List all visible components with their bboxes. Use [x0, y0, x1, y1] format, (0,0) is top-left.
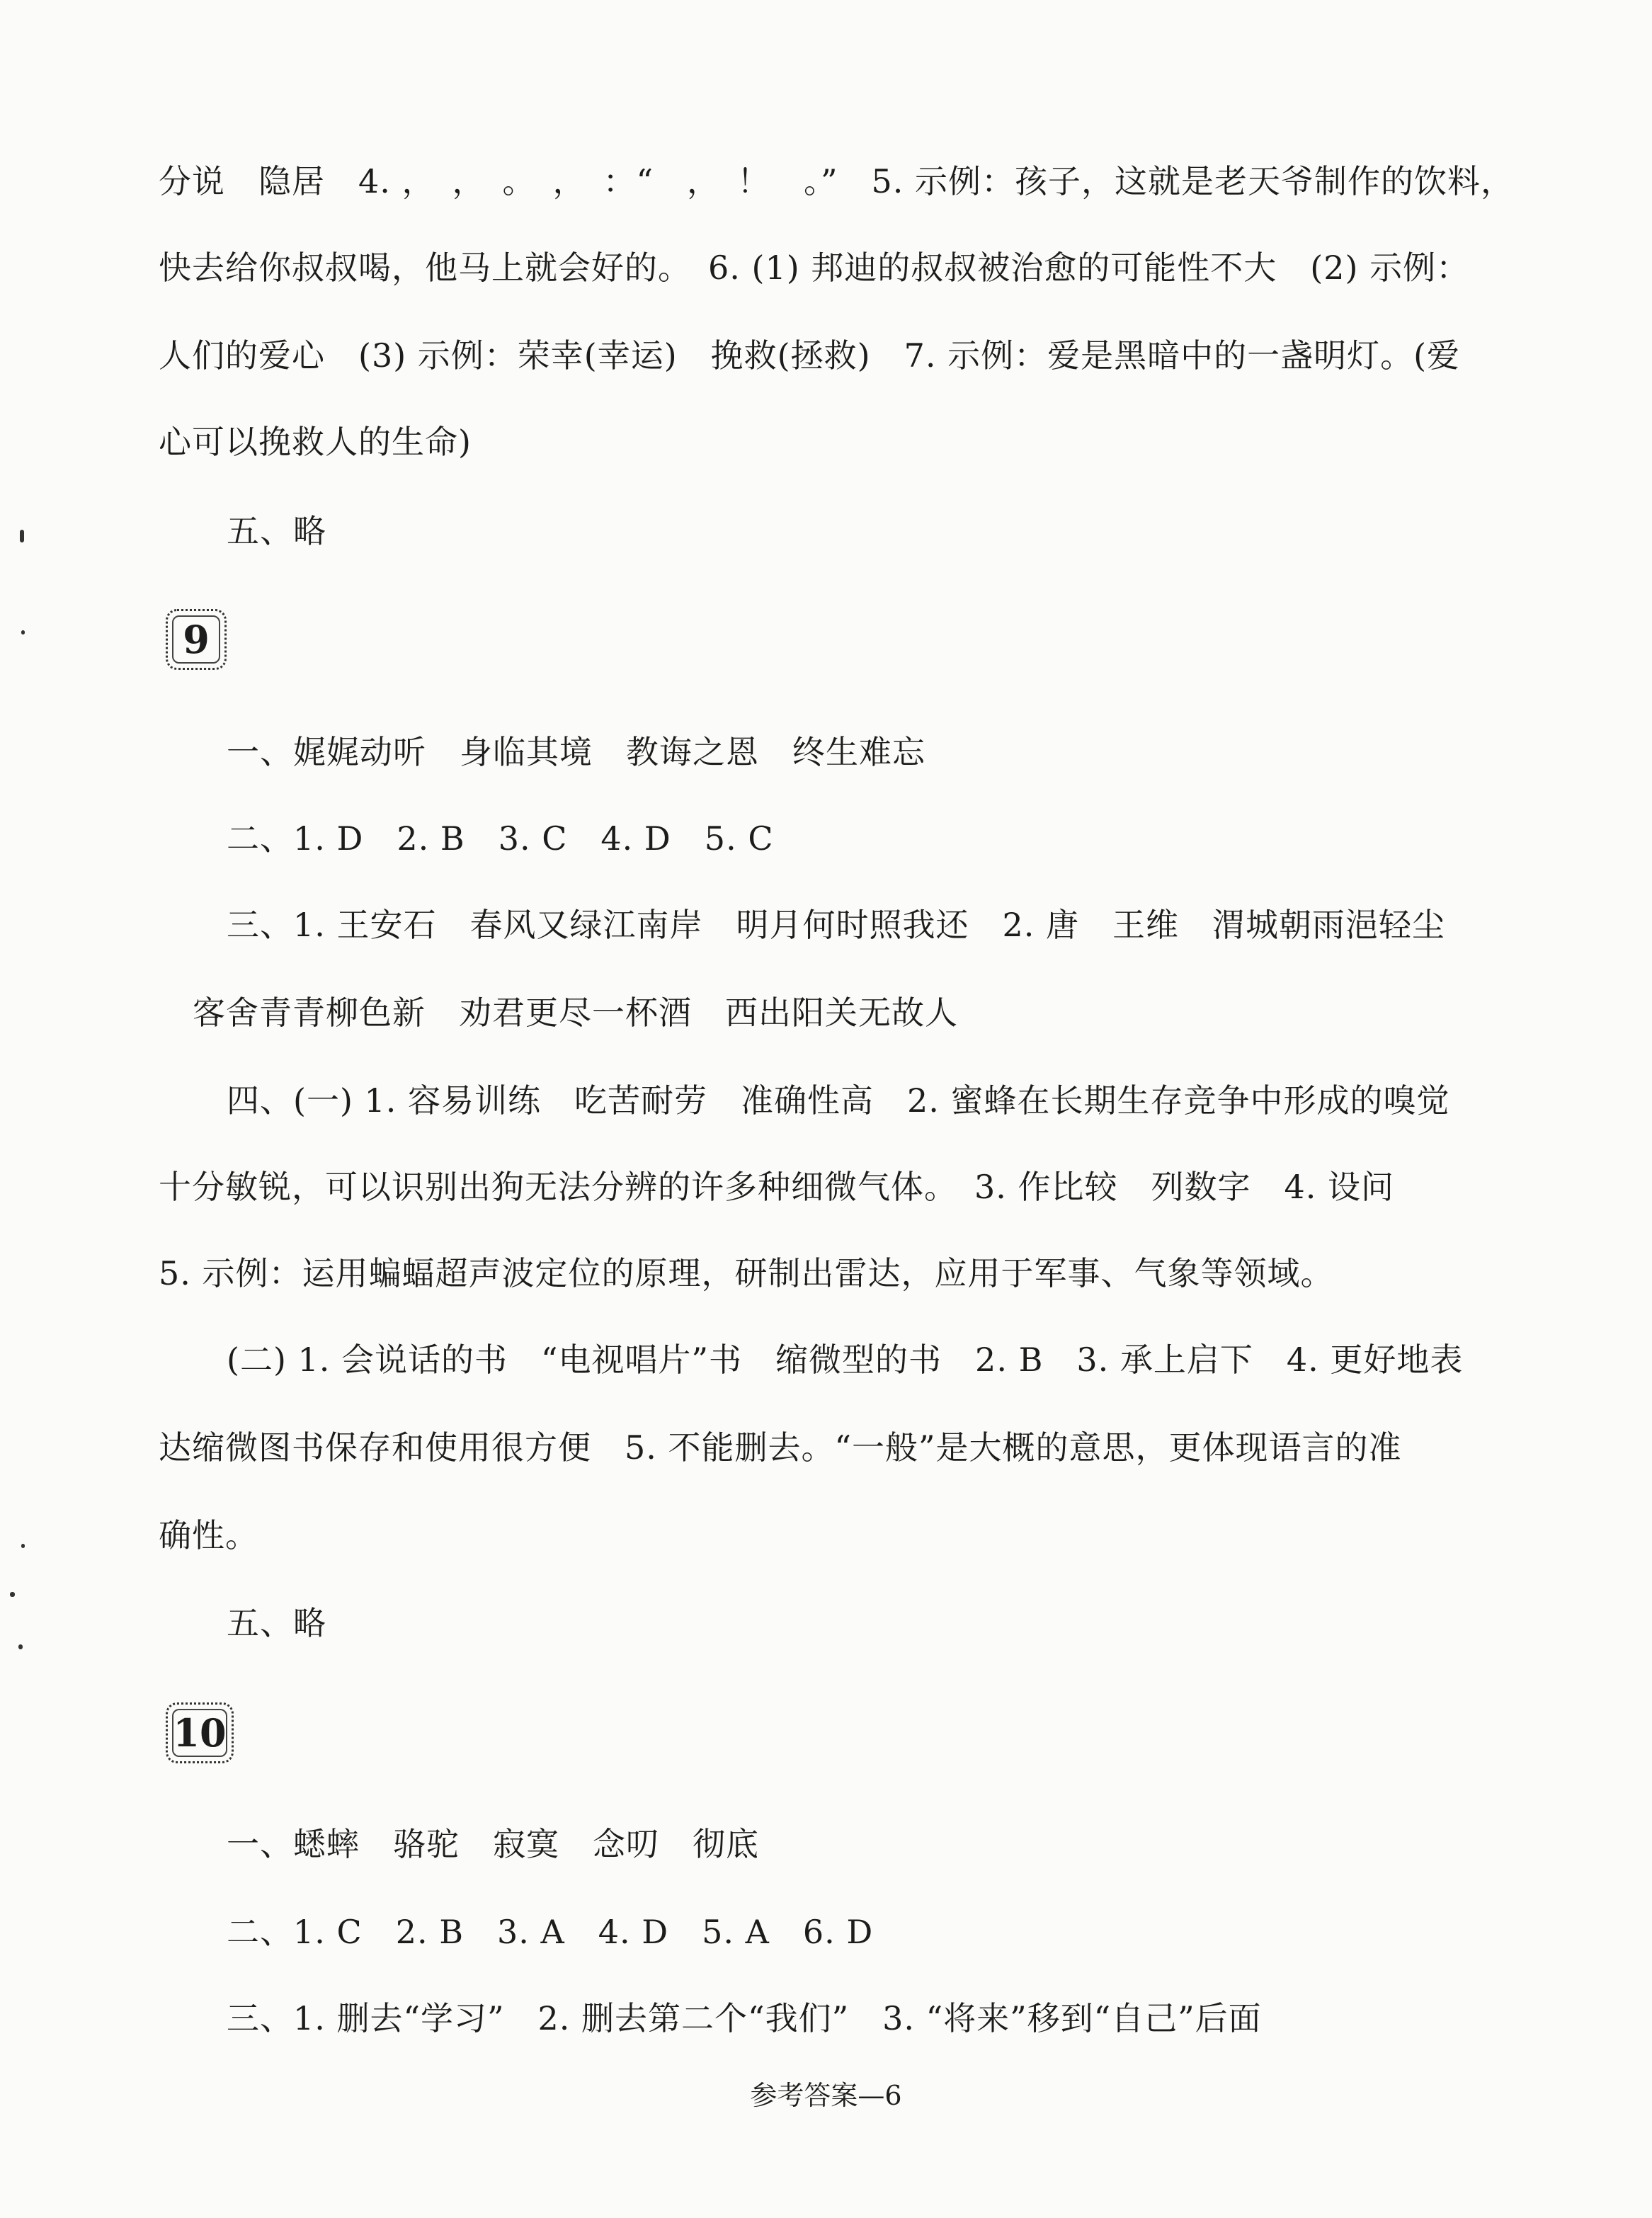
scan-mark-5 [18, 1644, 23, 1649]
scan-mark-1 [20, 530, 24, 542]
s10-line-3: 三、1. 删去“学习” 2. 删去第二个“我们” 3. “将来”移到“自己”后面 [227, 1999, 1262, 2037]
text-line-2: 快去给你叔叔喝，他马上就会好的。 6. (1) 邦迪的叔叔被治愈的可能性不大 (2) 示例： [159, 249, 1470, 287]
s9-line-4: 客舍青青柳色新 劝君更尽一杯酒 西出阳关无故人 [193, 994, 958, 1032]
s9-line-6: 十分敏锐，可以识别出狗无法分辨的许多种细微气体。 3. 作比较 列数字 4. 设问 [159, 1168, 1395, 1206]
s10-line-1: 一、蟋蟀 骆驼 寂寞 念叨 彻底 [227, 1825, 759, 1863]
s9-line-2: 二、1. D 2. B 3. C 4. D 5. C [227, 819, 774, 858]
s9-line-11: 五、略 [227, 1604, 326, 1642]
text-line-4: 心可以挽救人的生命) [159, 423, 472, 461]
section-10-badge [166, 1702, 234, 1763]
text-line-5: 五、略 [227, 512, 326, 550]
text-line-3: 人们的爱心 (3) 示例：荣幸(幸运) 挽救(拯救) 7. 示例：爱是黑暗中的一盏明灯。(爱 [159, 336, 1461, 375]
text-line-1: 分说 隐居 4. ， ， 。 ， ：“ ， ！ 。” 5. 示例：孩子，这就是老天爷制作的饮料， [159, 162, 1515, 200]
scan-mark-2 [21, 630, 25, 635]
section-9-number: 9 [183, 617, 210, 662]
scan-mark-3 [21, 1544, 25, 1548]
s9-line-10: 确性。 [159, 1516, 258, 1554]
s9-line-8: (二) 1. 会说话的书 “电视唱片”书 缩微型的书 2. B 3. 承上启下 4. 更好地表 [227, 1341, 1464, 1379]
s9-line-7: 5. 示例：运用蝙蝠超声波定位的原理，研制出雷达，应用于军事、气象等领域。 [159, 1254, 1334, 1292]
section-10-number: 10 [173, 1710, 227, 1756]
s9-line-3: 三、1. 王安石 春风又绿江南岸 明月何时照我还 2. 唐 王维 渭城朝雨浥轻尘 [227, 906, 1446, 944]
s9-line-5: 四、(一) 1. 容易训练 吃苦耐劳 准确性高 2. 蜜蜂在长期生存竞争中形成的嗅觉 [227, 1081, 1450, 1120]
scan-mark-4 [10, 1592, 15, 1597]
s9-line-1: 一、娓娓动听 身临其境 教诲之恩 终生难忘 [227, 733, 925, 771]
s10-line-2: 二、1. C 2. B 3. A 4. D 5. A 6. D [227, 1913, 874, 1951]
section-9-badge [166, 609, 227, 670]
page-footer: 参考答案—6 [750, 2080, 902, 2111]
s9-line-9: 达缩微图书保存和使用很方便 5. 不能删去。“一般”是大概的意思，更体现语言的准 [159, 1428, 1402, 1467]
